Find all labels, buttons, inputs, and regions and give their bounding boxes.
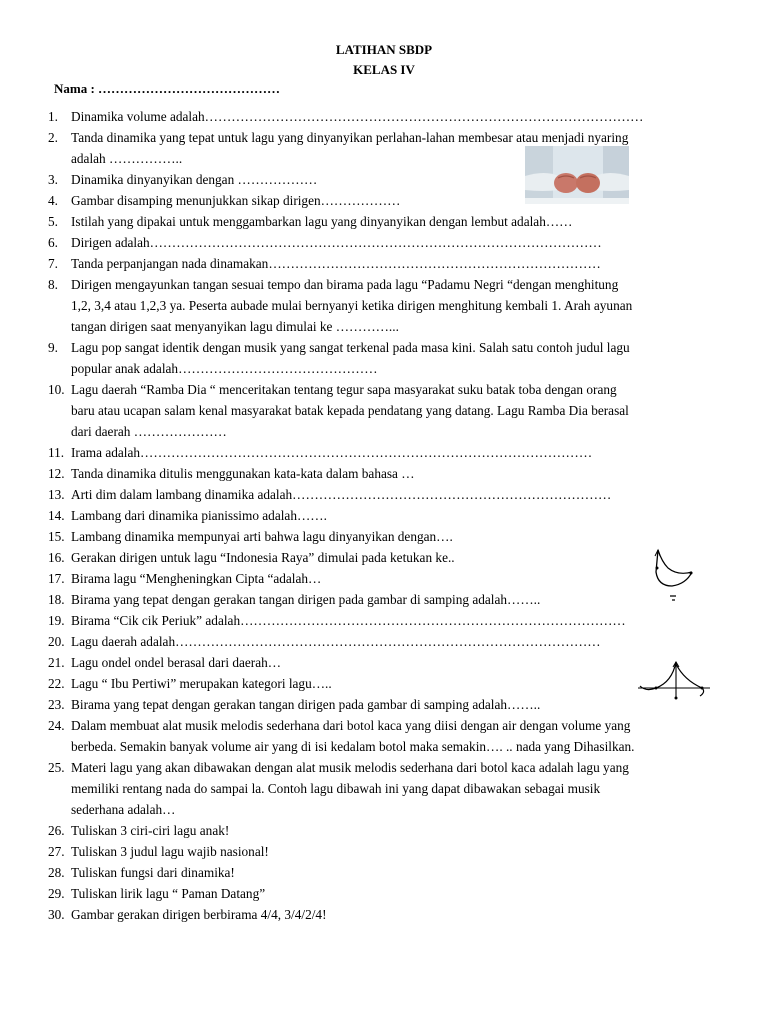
question-text-continued: 1,2, 3,4 atau 1,2,3 ya. Peserta aubade mulai bernyanyi ketika dirigen menghitung kembali 1. Arah ayunan [71,298,633,313]
question-number: 14. [48,508,65,523]
question-number: 17. [48,571,65,586]
question-text: Tuliskan 3 judul lagu wajib nasional! [71,844,269,859]
question-number: 2. [48,130,58,145]
question-number: 28. [48,865,65,880]
question-text: Lagu “ Ibu Pertiwi” merupakan kategori lagu….. [71,676,332,691]
question-text: Birama yang tepat dengan gerakan tangan dirigen pada gambar di samping adalah…….. [71,697,541,712]
question-number: 27. [48,844,65,859]
question-text: Tuliskan lirik lagu “ Paman Datang” [71,886,266,901]
question-text-continued: tangan dirigen saat menyanyikan lagu dimulai ke …………... [71,319,399,334]
question-text: Tanda dinamika yang tepat untuk lagu yang dinyanyikan perlahan-lahan membesar atau menjadi nyaring [71,130,629,145]
question-text-continued: popular anak adalah……………………………………… [71,361,378,376]
question-text: Lagu pop sangat identik dengan musik yang sangat terkenal pada masa kini. Salah satu contoh judul lagu [71,340,630,355]
question-text: Arti dim dalam lambang dinamika adalah……………………………………………………………… [71,487,612,502]
question-text: Dirigen adalah………………………………………………………………………………………… [71,235,602,250]
question-number: 1. [48,109,58,124]
conductor-fists-photo [525,146,629,204]
question-number: 8. [48,277,58,292]
question-text-continued: baru atau ucapan salam kenal masyarakat batak kepada pendatang yang datang. Lagu Ramba Dia berasal [71,403,629,418]
question-number: 4. [48,193,58,208]
question-text: Tanda dinamika ditulis menggunakan kata-kata dalam bahasa … [71,466,415,481]
question-number: 26. [48,823,65,838]
question-text: Tanda perpanjangan nada dinamakan………………………………………………………………… [71,256,601,271]
conductor-pattern-diagram-3-beat [648,546,700,606]
question-text: Birama “Cik cik Periuk” adalah…………………………………………………………………………… [71,613,626,628]
question-number: 15. [48,529,65,544]
question-text: Lagu daerah adalah…………………………………………………………………………………… [71,634,601,649]
question-number: 29. [48,886,65,901]
question-text-continued: dari daerah ………………… [71,424,227,439]
question-text-continued: sederhana adalah… [71,802,176,817]
question-number: 20. [48,634,65,649]
question-text: Lambang dinamika mempunyai arti bahwa lagu dinyanyikan dengan…. [71,529,453,544]
question-text: Gambar disamping menunjukkan sikap dirigen……………… [71,193,401,208]
question-number: 22. [48,676,65,691]
question-text: Dinamika volume adalah……………………………………………………………………………………… [71,109,644,124]
question-text-continued: memiliki rentang nada do sampai la. Contoh lagu dibawah ini yang dapat dibawakan sebagai musik [71,781,601,796]
question-text: Dinamika dinyanyikan dengan ……………… [71,172,318,187]
question-text: Materi lagu yang akan dibawakan dengan alat musik melodis sederhana dari botol kaca adalah lagu yang [71,760,629,775]
question-text: Lagu ondel ondel berasal dari daerah… [71,655,282,670]
question-number: 11. [48,445,65,460]
question-text: Istilah yang dipakai untuk menggambarkan lagu yang dinyanyikan dengan lembut adalah…… [71,214,573,229]
question-text: Lagu daerah “Ramba Dia “ menceritakan tentang tegur sapa masyarakat suku batak toba dengan orang [71,382,617,397]
question-number: 30. [48,907,65,922]
question-number: 23. [48,697,65,712]
question-number: 16. [48,550,65,565]
question-number: 6. [48,235,58,250]
question-number: 13. [48,487,65,502]
question-text: Gerakan dirigen untuk lagu “Indonesia Raya” dimulai pada ketukan ke.. [71,550,455,565]
question-number: 10. [48,382,65,397]
question-text: Birama lagu “Mengheningkan Cipta “adalah… [71,571,322,586]
question-number: 19. [48,613,65,628]
question-text: Tuliskan 3 ciri-ciri lagu anak! [71,823,230,838]
document-title: LATIHAN SBDP [335,42,433,57]
question-number: 9. [48,340,58,355]
question-number: 18. [48,592,65,607]
question-number: 5. [48,214,58,229]
name-field-label: Nama : …………………………………… [54,81,281,96]
question-number: 12. [48,466,65,481]
question-number: 21. [48,655,65,670]
question-text: Tuliskan fungsi dari dinamika! [71,865,235,880]
question-number: 24. [48,718,65,733]
question-text: Irama adalah………………………………………………………………………………………… [71,445,593,460]
question-text: Lambang dari dinamika pianissimo adalah……. [71,508,327,523]
conductor-pattern-diagram-4-beat [636,658,714,704]
question-number: 7. [48,256,58,271]
question-text-continued: adalah …………….. [71,151,183,166]
question-number: 25. [48,760,65,775]
question-number: 3. [48,172,58,187]
question-text: Dalam membuat alat musik melodis sederhana dari botol kaca yang diisi dengan air dengan volume yang [71,718,631,733]
question-text: Gambar gerakan dirigen berbirama 4/4, 3/4/2/4! [71,907,327,922]
document-subtitle: KELAS IV [353,62,415,77]
question-text: Birama yang tepat dengan gerakan tangan dirigen pada gambar di samping adalah…….. [71,592,541,607]
question-text: Dirigen mengayunkan tangan sesuai tempo dan birama pada lagu “Padamu Negri “dengan menghitung [71,277,619,292]
question-text-continued: berbeda. Semakin banyak volume air yang di isi kedalam botol maka semakin…. .. nada yang Dihasilkan. [71,739,635,754]
